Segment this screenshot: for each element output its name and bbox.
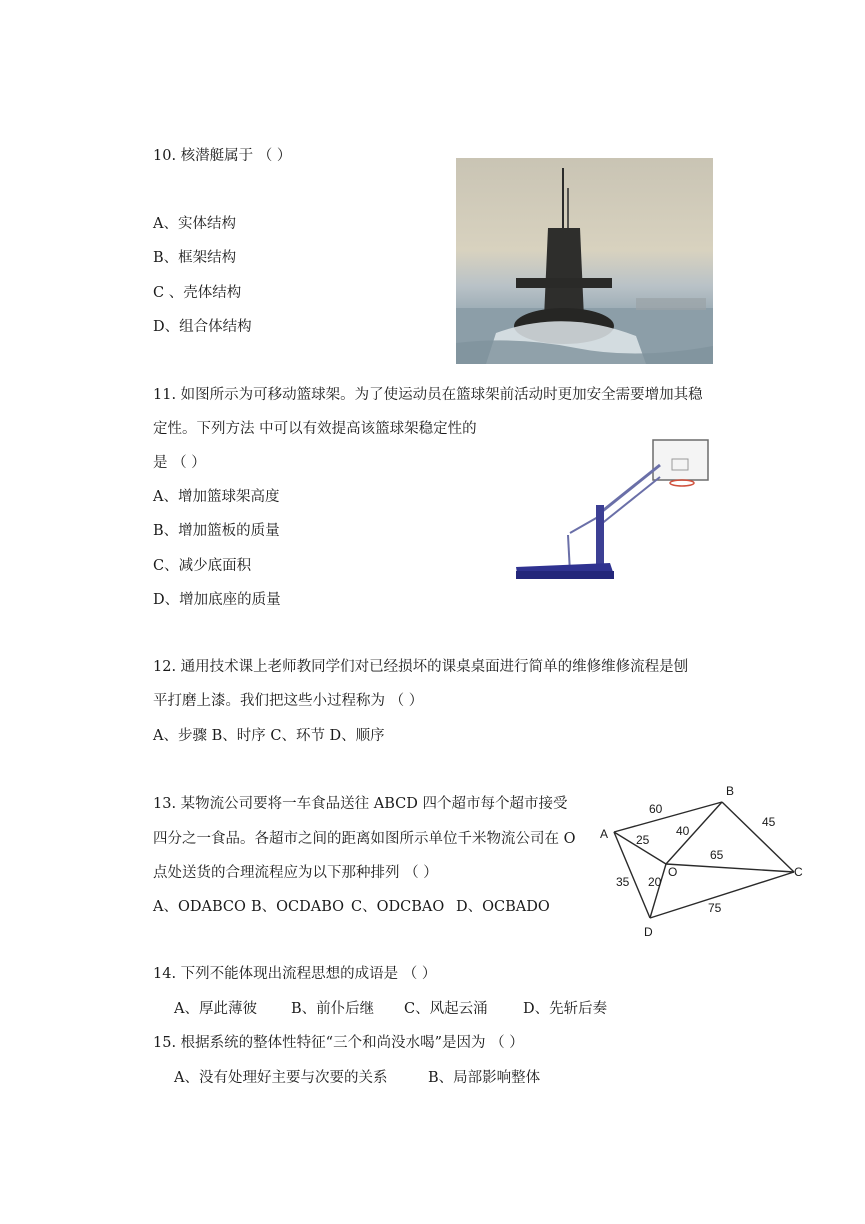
q11-stem-line1: 11. 如图所示为可移动篮球架。为了使运动员在篮球架前活动时更加安全需要增加其稳 bbox=[153, 387, 703, 403]
edge-o-c bbox=[666, 864, 794, 872]
q12-stem-line1: 12. 通用技术课上老师教同学们对已经损坏的课桌桌面进行简单的维修维修流程是刨 bbox=[153, 659, 689, 675]
q11-option-c: C、减少底面积 bbox=[153, 558, 252, 574]
q13-stem-line1: 13. 某物流公司要将一车食品送往 ABCD 四个超市每个超市接受 bbox=[153, 796, 568, 812]
node-label-o: O bbox=[668, 865, 678, 879]
q10-option-d: D、组合体结构 bbox=[153, 319, 252, 335]
q13-option-c: C、ODCBAO bbox=[351, 899, 445, 915]
q10-option-c: C 、壳体结构 bbox=[153, 285, 242, 301]
edge-label-ab: 60 bbox=[649, 802, 663, 816]
q13-option-d: D、OCBADO bbox=[456, 899, 550, 915]
edge-label-dc: 75 bbox=[708, 901, 722, 915]
q13-option-b: B、OCDABO bbox=[251, 899, 345, 915]
q11-option-d: D、增加底座的质量 bbox=[153, 592, 281, 608]
node-label-d: D bbox=[644, 925, 653, 939]
basketball-stand-illustration bbox=[510, 435, 715, 585]
q10-stem: 10. 核潜艇属于 （ ） bbox=[153, 148, 292, 164]
q14-option-a: A、厚此薄彼 bbox=[174, 1001, 257, 1017]
q15-option-a: A、没有处理好主要与次要的关系 bbox=[174, 1070, 388, 1086]
q15-stem: 15. 根据系统的整体性特征“三个和尚没水喝”是因为 （ ） bbox=[153, 1035, 524, 1051]
distance-network-diagram bbox=[590, 780, 815, 945]
q14-options bbox=[174, 999, 607, 1019]
edge-label-ao: 25 bbox=[636, 833, 650, 847]
q12-options: A、步骤 B、时序 C、环节 D、顺序 bbox=[153, 728, 385, 744]
q14-option-b: B、前仆后继 bbox=[291, 1001, 375, 1017]
edge-label-bc: 45 bbox=[762, 815, 776, 829]
q11-option-b: B、增加篮板的质量 bbox=[153, 523, 280, 539]
node-label-c: C bbox=[794, 865, 803, 879]
basketball-stand-figure bbox=[510, 435, 715, 585]
q15-option-b: B、局部影响整体 bbox=[428, 1070, 541, 1086]
edge-label-ad: 35 bbox=[616, 875, 630, 889]
q13-option-a: A、ODABCO bbox=[153, 899, 246, 915]
edge-label-ob: 40 bbox=[676, 824, 690, 838]
edge-label-oc: 65 bbox=[710, 848, 724, 862]
q14-option-d: D、先斩后奏 bbox=[523, 1001, 608, 1017]
q12-stem-line2: 平打磨上漆。我们把这些小过程称为 （ ） bbox=[153, 693, 424, 709]
q11-stem-line3: 是 （ ） bbox=[153, 455, 206, 471]
node-label-b: B bbox=[726, 784, 735, 798]
edge-b-c bbox=[722, 802, 794, 872]
q11-option-a: A、增加篮球架高度 bbox=[153, 489, 280, 505]
q14-stem: 14. 下列不能体现出流程思想的成语是 （ ） bbox=[153, 966, 437, 982]
edge-a-b bbox=[614, 802, 722, 832]
q10-option-a: A、实体结构 bbox=[153, 216, 236, 232]
q10-option-b: B、框架结构 bbox=[153, 250, 237, 266]
submarine-photo bbox=[456, 158, 713, 364]
node-label-a: A bbox=[600, 827, 609, 841]
q15-options bbox=[174, 1068, 540, 1088]
q14-option-c: C、风起云涌 bbox=[404, 1001, 488, 1017]
q13-stem-line3: 点处送货的合理流程应为以下那种排列 （ ） bbox=[153, 865, 438, 881]
submarine-illustration bbox=[456, 158, 713, 364]
edge-label-od: 20 bbox=[648, 875, 662, 889]
q11-stem-line2: 定性。下列方法 中可以有效提高该篮球架稳定性的 bbox=[153, 421, 477, 437]
q13-stem-line2: 四分之一食品。各超市之间的距离如图所示单位千米物流公司在 O bbox=[153, 831, 576, 847]
q13-options bbox=[153, 897, 550, 917]
edge-o-d bbox=[650, 864, 666, 918]
